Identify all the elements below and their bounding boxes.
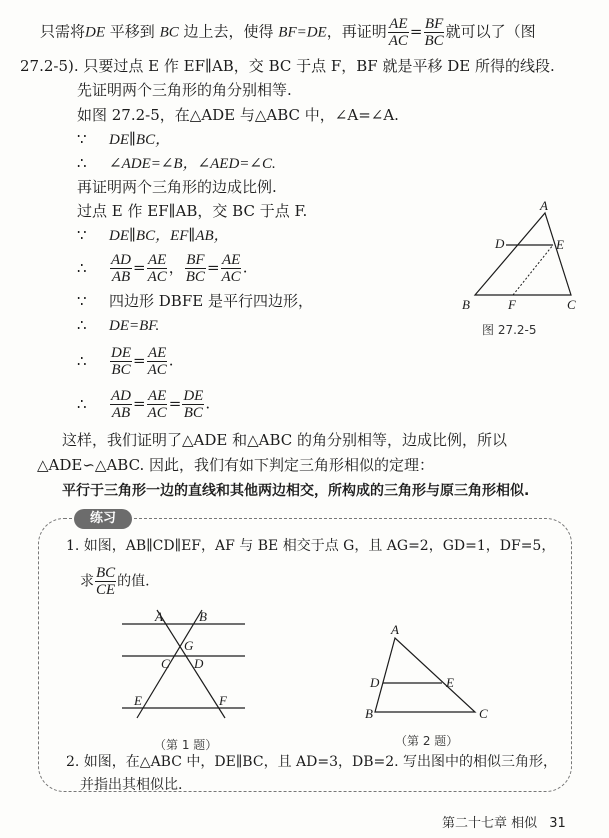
page-number: 31 <box>549 816 566 831</box>
text-line-15: 这样，我们证明了△ADE 和△ABC 的角分别相等，边成比例，所以 <box>62 431 508 449</box>
because-line <box>77 291 313 311</box>
page-footer <box>442 812 566 831</box>
denominator: BC <box>424 33 444 49</box>
label-a: A <box>155 609 163 624</box>
numerator: BC <box>96 565 116 581</box>
denominator: AB <box>111 405 131 421</box>
math: BC <box>159 24 179 41</box>
label-d: D <box>194 656 204 671</box>
figure-question-2 <box>360 620 500 725</box>
text-line-16: △ADE∽△ABC. 因此，我们有如下判定三角形相似的定理： <box>37 456 435 474</box>
because-symbol: ∵ <box>77 292 87 310</box>
fraction <box>147 388 168 421</box>
numerator: BF <box>424 16 444 32</box>
label-b: B <box>199 609 207 624</box>
figure-27-2-5 <box>450 195 600 315</box>
fraction <box>110 345 132 378</box>
exercise-question-2-cont: 并指出其相似比. <box>80 777 183 793</box>
text: ，再证明 <box>326 22 387 41</box>
numerator: AE <box>389 16 408 32</box>
label-f: F <box>219 693 227 708</box>
label-c: C <box>479 706 488 721</box>
denominator: AC <box>388 33 408 49</box>
text: 的值. <box>117 573 150 590</box>
figure-caption: （第 2 题） <box>395 734 459 748</box>
fraction <box>182 388 204 421</box>
exercise-question-1: 1. 如图，AB∥CD∥EF，AF 与 BE 相交于点 G，且 AG=2，GD=1，DF=5， <box>66 538 556 554</box>
math: DE∥BC，EF∥AB， <box>109 228 229 244</box>
therefore-symbol: ∴ <box>77 154 87 172</box>
denominator: BC <box>183 405 203 421</box>
numerator: DE <box>111 345 131 361</box>
math: ∠ADE=∠B，∠AED=∠C. <box>109 156 276 172</box>
fraction <box>95 565 116 598</box>
label-f: F <box>508 297 516 312</box>
text: 求 <box>80 573 94 590</box>
text-line-3: 先证明两个三角形的角分别相等. <box>77 81 292 99</box>
text-line-4: 如图 27.2-5，在△ADE 与△ABC 中，∠A=∠A. <box>77 106 399 124</box>
math: BF=DE <box>278 24 327 41</box>
text: 边上去，使得 <box>178 22 279 41</box>
denominator: BC <box>111 362 131 378</box>
label-a: A <box>391 622 399 637</box>
exercise-question-1-cont <box>80 565 150 598</box>
denominator: AC <box>221 269 241 285</box>
text-line-1: 只需将DE 平移到 BC 边上去，使得 BF=DE，再证明 $\frac{AE}{AC}$ = $\frac{BF}{BC}$ 就可以了（图 <box>40 16 536 49</box>
numerator: DE <box>183 388 204 404</box>
denominator: AC <box>147 269 167 285</box>
text-line-7: 再证明两个三角形的边成比例. <box>77 178 277 196</box>
therefore-symbol: ∴ <box>77 394 87 413</box>
fraction <box>110 252 132 285</box>
exercise-question-2: 2. 如图，在△ABC 中，DE∥BC，且 AD=3，DB=2. 写出图中的相似三角形， <box>66 754 558 770</box>
numerator: AE <box>148 345 167 361</box>
therefore-fraction-line: ∴ $\frac{AD}{AB}$ = $\frac{AE}{AC}$ ， $\frac{BF}{BC}$ = $\frac{AE}{AC}$ . <box>77 252 248 285</box>
theorem-statement: 平行于三角形一边的直线和其他两边相交，所构成的三角形与原三角形相似. <box>62 483 530 499</box>
figure-question-1 <box>115 608 255 723</box>
figure-caption: 图 27.2-5 <box>482 323 537 337</box>
figure-caption: （第 1 题） <box>154 738 218 752</box>
therefore-fraction-line: ∴ $\frac{DE}{BC}$ = $\frac{AE}{AC}$ . <box>77 345 174 378</box>
because-line <box>77 129 170 150</box>
math: DE <box>85 24 106 41</box>
because-symbol: ∵ <box>77 226 87 244</box>
numerator: AE <box>148 388 167 404</box>
label-d: D <box>370 675 380 690</box>
numerator: AD <box>111 388 131 404</box>
denominator: CE <box>96 582 116 598</box>
numerator: AD <box>111 252 131 268</box>
therefore-symbol: ∴ <box>77 351 87 370</box>
label-e: E <box>446 675 454 690</box>
text-line-8: 过点 E 作 EF∥AB，交 BC 于点 F. <box>77 202 308 220</box>
chapter-title: 第二十七章 相似 <box>442 816 538 831</box>
fraction <box>185 252 206 285</box>
math: DE=BF. <box>109 318 160 334</box>
therefore-fraction-line: ∴ $\frac{AD}{AB}$ = $\frac{AE}{AC}$ = $\frac{DE}{BC}$ . <box>77 388 211 421</box>
text: 就可以了（图 <box>445 22 536 41</box>
denominator: BC <box>185 269 205 285</box>
label-b: B <box>462 297 470 312</box>
fraction <box>221 252 242 285</box>
fraction <box>110 388 132 421</box>
fraction <box>388 16 409 49</box>
math: DE∥BC， <box>109 132 171 148</box>
denominator: AC <box>147 405 167 421</box>
fraction <box>147 252 168 285</box>
text-line-2: 27.2-5). 只要过点 E 作 EF∥AB，交 BC 于点 F，BF 就是平移 DE 所得的线段. <box>20 57 555 75</box>
denominator: AB <box>111 269 131 285</box>
because-symbol: ∵ <box>77 130 87 148</box>
label-c: C <box>567 297 576 312</box>
fraction <box>147 345 168 378</box>
label-g: G <box>184 638 194 653</box>
label-d: D <box>495 236 505 251</box>
therefore-symbol: ∴ <box>77 258 87 277</box>
numerator: AE <box>148 252 167 268</box>
text: 四边形 DBFE 是平行四边形， <box>109 292 313 310</box>
text: 只需将 <box>40 22 86 41</box>
label-e: E <box>556 237 564 252</box>
label-a: A <box>540 198 548 213</box>
label-c: C <box>161 656 170 671</box>
text: 平移到 <box>105 22 160 41</box>
label-e: E <box>134 693 142 708</box>
because-line <box>77 225 229 246</box>
numerator: BF <box>186 252 205 268</box>
therefore-line <box>77 153 276 174</box>
exercise-badge: 练习 <box>74 509 132 529</box>
denominator: AC <box>147 362 167 378</box>
numerator: AE <box>221 252 241 268</box>
label-b: B <box>365 706 373 721</box>
therefore-line <box>77 315 159 336</box>
therefore-symbol: ∴ <box>77 316 87 334</box>
fraction <box>424 16 445 49</box>
